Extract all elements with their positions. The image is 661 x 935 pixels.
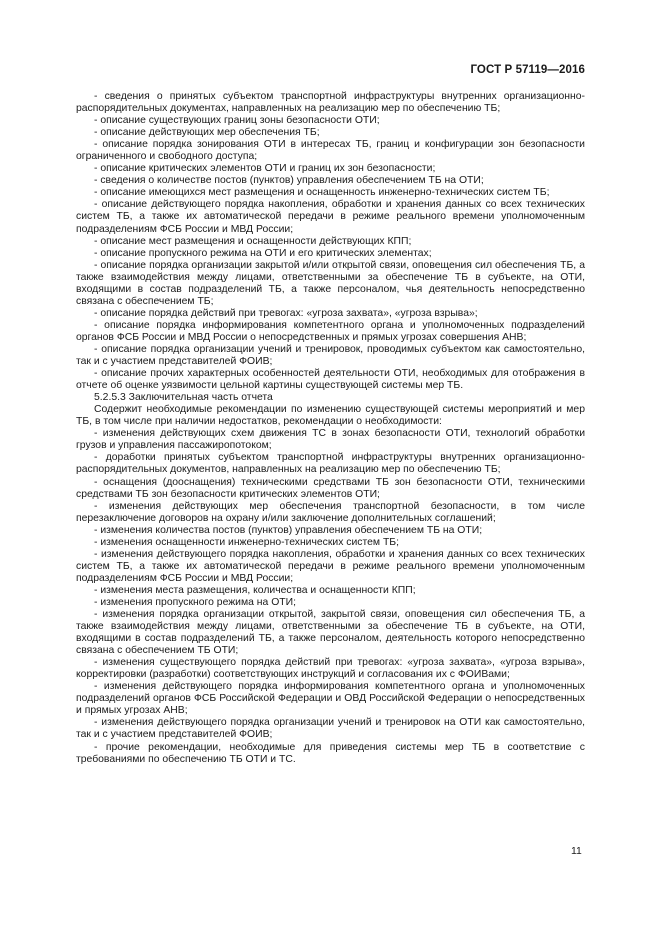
paragraph: - описание порядка информирования компетентного органа и уполномоченных подразделений органов ФСБ России и МВД России о непосредственных и прямых угрозах совершения АНВ; (76, 319, 585, 343)
paragraph: - описание критических элементов ОТИ и границ их зон безопасности; (94, 163, 436, 175)
paragraph: - изменения места размещения, количества и оснащенности КПП; (94, 584, 416, 596)
section-heading: 5.2.5.3 Заключительная часть отчета (94, 392, 273, 404)
paragraph: - изменения оснащенности инженерно-технических систем ТБ; (94, 536, 400, 548)
paragraph: - описание мест размещения и оснащенности действующих КПП; (94, 235, 412, 247)
paragraph: - изменения порядка организации открытой, закрытой связи, оповещения сил обеспечения ТБ, а также взаимодействия между лицами, ответственными за обеспечение ТБ в субъекте, на ОТИ, входящими в состав подразделений ТБ, а также персоналом, деятельность которого непосредственно связана с обеспечением ТБ ОТИ; (76, 609, 585, 657)
paragraph: - описание порядка организации закрытой и/или открытой связи, оповещения сил обеспечения ТБ, а также взаимодействия между лицами, ответственными за обеспечение ТБ в субъекте, на ОТИ, входящими в состав подразделений ТБ, а также персоналом, чья деятельность непосредственно связана с обеспечением ТБ; (76, 259, 585, 307)
paragraph: - изменения действующего порядка организации учений и тренировок на ОТИ как самостоятельно, так и с участием представителей ФОИВ; (76, 717, 585, 741)
paragraph: - изменения действующих схем движения ТС в зонах безопасности ОТИ, технологий обработки грузов и управления пассажиропотоком; (76, 428, 585, 452)
paragraph: - прочие рекомендации, необходимые для приведения системы мер ТБ в соответствие с требованиями по обеспечению ТБ ОТИ и ТС. (76, 741, 585, 765)
document-body (76, 91, 585, 766)
paragraph: - изменения существующего порядка действий при тревогах: «угроза захвата», «угроза взрыва», корректировки (разработки) соответствующих инструкций и согласования их с ФОИВами; (76, 657, 585, 681)
paragraph: - описание действующих мер обеспечения ТБ; (94, 127, 320, 139)
paragraph: - доработки принятых субъектом транспортной инфраструктуры внутренних организационно-распорядительных документов, направленных на реализацию мер по обеспечению ТБ; (76, 452, 585, 476)
paragraph: - изменения пропускного режима на ОТИ; (94, 596, 296, 608)
paragraph: - описание действующего порядка накопления, обработки и хранения данных со всех технических систем ТБ, а также их автоматической передачи в режиме реального времени уполномоченным подразделениям ФСБ России и МВД России; (76, 199, 585, 235)
paragraph: - сведения о принятых субъектом транспортной инфраструктуры внутренних организационно-распорядительных документах, направленных на реализацию мер по обеспечению ТБ; (76, 91, 585, 115)
paragraph: - изменения количества постов (пунктов) управления обеспечением ТБ на ОТИ; (94, 524, 483, 536)
paragraph: - описание имеющихся мест размещения и оснащенность инженерно-технических систем ТБ; (94, 187, 550, 199)
paragraph: - описание порядка действий при тревогах: «угроза захвата», «угроза взрыва»; (94, 307, 478, 319)
paragraph: - сведения о количестве постов (пунктов) управления обеспечением ТБ на ОТИ; (94, 175, 484, 187)
paragraph: - изменения действующих мер обеспечения транспортной безопасности, в том числе перезаключение договоров на охрану и/или заключение дополнительных соглашений; (76, 500, 585, 524)
paragraph: - описание прочих характерных особенностей деятельности ОТИ, необходимых для отображения в отчете об оценке уязвимости цельной картины существующей системы мер ТБ. (76, 368, 585, 392)
page-number: 11 (571, 846, 582, 857)
paragraph: Содержит необходимые рекомендации по изменению существующей системы мероприятий и мер ТБ, в том числе при наличии недостатков, рекомендации о необходимости: (76, 404, 585, 428)
paragraph: - оснащения (дооснащения) техническими средствами ТБ зон безопасности ОТИ, техническими средствами ТБ зон безопасности критических элементов ОТИ; (76, 476, 585, 500)
paragraph: - описание существующих границ зоны безопасности ОТИ; (94, 115, 380, 127)
paragraph: - описание порядка зонирования ОТИ в интересах ТБ, границ и конфигурации зон безопасности ограниченного и свободного доступа; (76, 139, 585, 163)
paragraph: - изменения действующего порядка информирования компетентного органа и уполномоченных подразделений органов ФСБ Российской Федерации и ОВД Российской Федерации о непосредственных и прямых угрозах АНВ; (76, 681, 585, 717)
paragraph: - описание порядка организации учений и тренировок, проводимых субъектом как самостоятельно, так и с участием представителей ФОИВ; (76, 343, 585, 368)
document-standard-header: ГОСТ Р 57119—2016 (470, 64, 585, 76)
paragraph: - изменения действующего порядка накопления, обработки и хранения данных со всех технических систем ТБ, а также их автоматической передачи в режиме реального времени уполномоченным подразделениям ФСБ России и МВД России; (76, 548, 585, 584)
paragraph: - описание пропускного режима на ОТИ и его критических элементах; (94, 247, 432, 259)
